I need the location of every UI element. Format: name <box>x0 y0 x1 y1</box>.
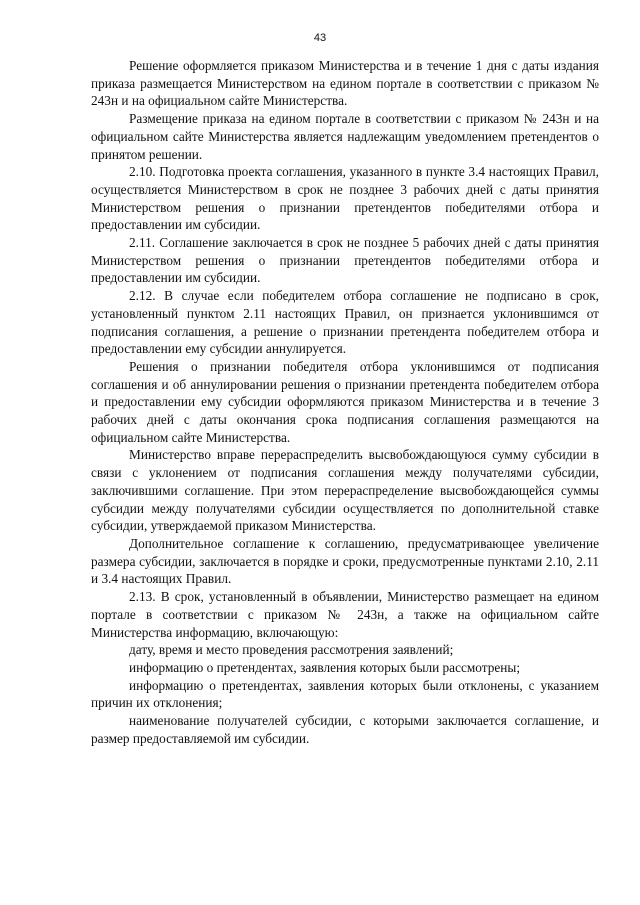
paragraph-redistribution: Министерство вправе перераспределить высвобождающуюся сумму субсидии в связи с уклонением от подписания соглашения между получателями субсидии, заключившими соглашение. При этом перераспределение высвобождающейся суммы субсидии между получателями субсидии осуществляется по дополнительной ставке субсидии, утверждаемой приказом Министерства. <box>91 447 599 534</box>
document-body <box>91 57 599 747</box>
paragraph-order-publication: Размещение приказа на едином портале в соответствии с приказом № 243н и на официальном сайте Министерства является надлежащим уведомлением претендентов о принятом решении. <box>91 111 599 162</box>
paragraph-2-13: 2.13. В срок, установленный в объявлении, Министерство размещает на едином портале в соответствии с приказом № 243н, а также на официальном сайте Министерства информацию, включающую: <box>91 589 599 640</box>
paragraph-additional-agreement: Дополнительное соглашение к соглашению, предусматривающее увеличение размера субсидии, заключается в порядке и сроки, предусмотренные пунктами 2.10, 2.11 и 3.4 настоящих Правил. <box>91 535 599 587</box>
paragraph-decision-order: Решение оформляется приказом Министерства и в течение 1 дня с даты издания приказа размещается Министерством на едином портале в соответствии с приказом № 243н и на официальном сайте Министерства. <box>91 58 599 109</box>
paragraph-evasion-decisions: Решения о признании победителя отбора уклонившимся от подписания соглашения и об аннулировании решения о признании претендента победителем отбора и предоставлении ему субсидии оформляются приказом Министерства и в течение 3 рабочих дней с даты окончания срока подписания соглашения размещаются на официальном сайте Министерства. <box>91 358 599 445</box>
list-item-recipients: наименование получателей субсидии, с которыми заключается соглашение, и размер предоставляемой им субсидии. <box>91 713 599 746</box>
list-item-reviewed-applicants: информацию о претендентах, заявления которых были рассмотрены; <box>129 659 521 675</box>
paragraph-2-11: 2.11. Соглашение заключается в срок не позднее 5 рабочих дней с даты принятия Министерством решения о признании претендентов победителями отбора и предоставлении им субсидии. <box>91 235 599 286</box>
list-item-rejected-applicants: информацию о претендентах, заявления которых были отклонены, с указанием причин их отклонения; <box>91 677 599 711</box>
list-item-date-time-place: дату, время и место проведения рассмотрения заявлений; <box>129 642 454 658</box>
paragraph-2-12: 2.12. В случае если победителем отбора соглашение не подписано в срок, установленный пунктом 2.11 настоящих Правил, он признается уклонившимся от подписания соглашения, а решение о признании претендента победителем отбора и предоставлении ему субсидии аннулируется. <box>91 288 599 357</box>
page-number: 43 <box>313 32 327 44</box>
paragraph-2-10: 2.10. Подготовка проекта соглашения, указанного в пункте 3.4 настоящих Правил, осуществляется Министерством в срок не позднее 3 рабочих дней с даты принятия Министерством решения о признании претендентов победителями отбора и предоставлении им субсидии. <box>91 164 599 233</box>
